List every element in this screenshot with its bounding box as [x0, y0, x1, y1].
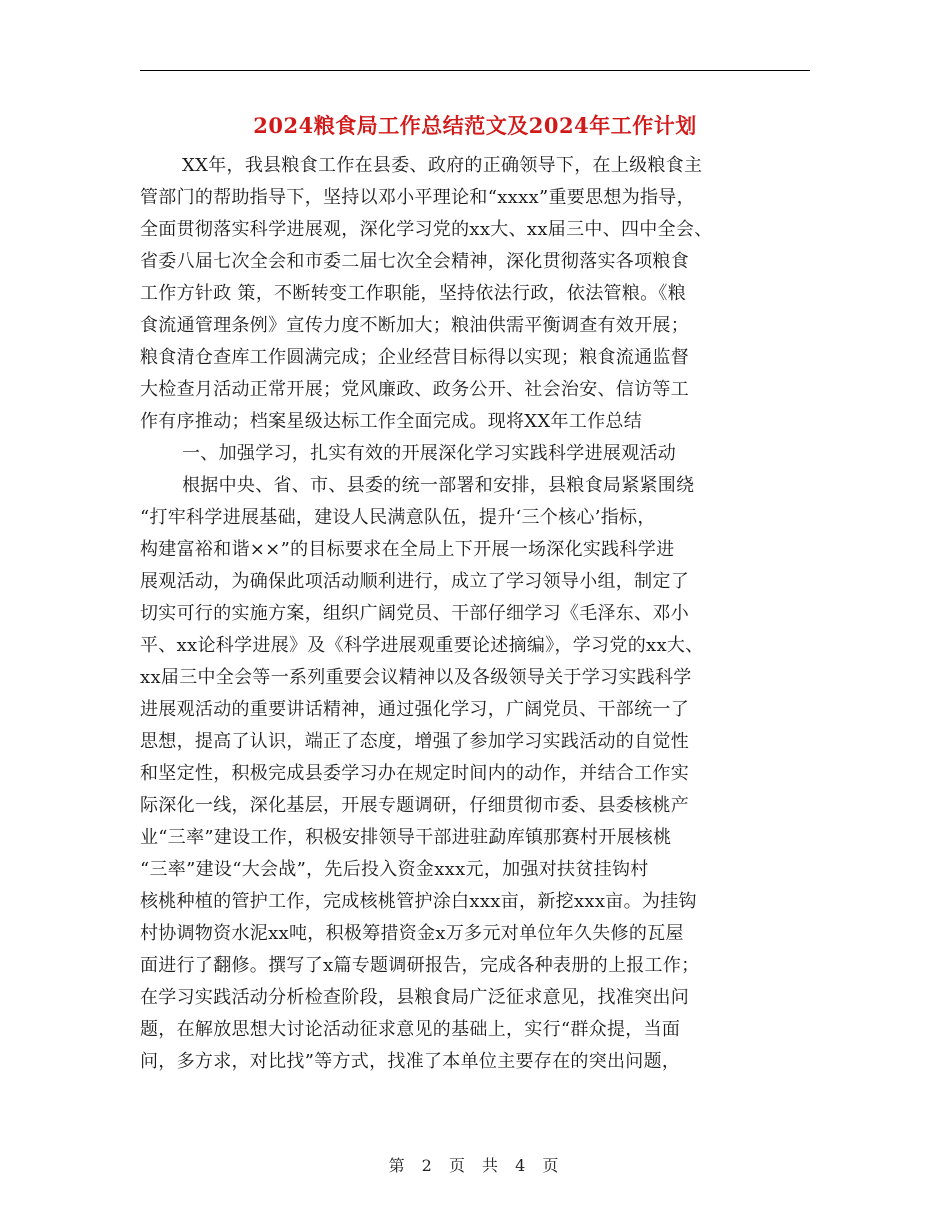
paragraph-line: 在学习实践活动分析检查阶段，县粮食局广泛征求意见，找准突出问 [140, 987, 689, 1008]
paragraph-line: 核桃种植的管护工作，完成核桃管护涂白xxx亩，新挖xxx亩。为挂钩 [140, 891, 697, 912]
paragraph-line: 题，在解放思想大讨论活动征求意见的基础上，实行“群众提，当面 [140, 1019, 681, 1040]
paragraph-line: “三率”建设“大会战”，先后投入资金xxx元，加强对扶贫挂钩村 [140, 859, 649, 880]
paragraph-line: 大检查月活动正常开展；党风廉政、政务公开、社会治安、信访等工 [140, 379, 689, 400]
paragraph-line: 村协调物资水泥xx吨，积极筹措资金x万多元对单位年久失修的瓦屋 [140, 923, 684, 944]
paragraph-line: 作有序推动；档案星级达标工作全面完成。现将XX年工作总结 [140, 411, 643, 432]
paragraph-line: 思想，提高了认识，端正了态度，增强了参加学习实践活动的自觉性 [140, 731, 689, 752]
document-body [140, 150, 820, 1078]
paragraph-line: 业“三率”建设工作，积极安排领导干部进驻勐库镇那赛村开展核桃 [140, 827, 672, 848]
paragraph-line: 根据中央、省、市、县委的统一部署和安排，县粮食局紧紧围绕 [182, 475, 695, 496]
paragraph-line: 工作方针政 策，不断转变工作职能，坚持依法行政，依法管粮。《粮 [140, 283, 687, 304]
section-heading: 一、加强学习，扎实有效的开展深化学习实践科学进展观活动 [182, 443, 677, 464]
paragraph-line: 粮食清仓查库工作圆满完成；企业经营目标得以实现；粮食流通监督 [140, 347, 689, 368]
paragraph-line: 切实可行的实施方案，组织广阔党员、干部仔细学习《毛泽东、邓小 [140, 603, 689, 624]
page-number-footer: 第 2 页 共 4 页 [388, 1156, 562, 1175]
paragraph-line: 管部门的帮助指导下，坚持以邓小平理论和“xxxx”重要思想为指导， [140, 187, 695, 208]
paragraph-line: 进展观活动的重要讲话精神，通过强化学习，广阔党员、干部统一了 [140, 699, 689, 720]
header-rule [140, 70, 810, 71]
paragraph-line: 食流通管理条例》宣传力度不断加大；粮油供需平衡调查有效开展； [140, 315, 689, 336]
paragraph-line: 和坚定性，积极完成县委学习办在规定时间内的动作，并结合工作实 [140, 763, 689, 784]
document-title: 2024粮食局工作总结范文及2024年工作计划 [253, 113, 697, 138]
paragraph-line: “打牢科学进展基础，建设人民满意队伍，提升‘三个核心’指标， [140, 507, 656, 528]
paragraph-line: 际深化一线，深化基层，开展专题调研，仔细贯彻市委、县委核桃产 [140, 795, 689, 816]
paragraph-line: xx届三中全会等一系列重要会议精神以及各级领导关于学习实践科学 [140, 667, 692, 688]
paragraph-line: 全面贯彻落实科学进展观，深化学习党的xx大、xx届三中、四中全会、 [140, 219, 713, 240]
paragraph-line: 平、xx论科学进展》及《科学进展观重要论述摘编》，学习党的xx大、 [140, 635, 704, 656]
paragraph-line: XX年，我县粮食工作在县委、政府的正确领导下，在上级粮食主 [182, 155, 703, 176]
paragraph-line: 面进行了翻修。撰写了x篇专题调研报告，完成各种表册的上报工作； [140, 955, 700, 976]
paragraph-line: 问，多方求，对比找”等方式，找准了本单位主要存在的突出问题， [140, 1051, 681, 1072]
paragraph-line: 构建富裕和谐××”的目标要求在全局上下开展一场深化实践科学进 [140, 539, 675, 560]
paragraph-line: 省委八届七次全会和市委二届七次全会精神，深化贯彻落实各项粮食 [140, 251, 689, 272]
paragraph-line: 展观活动，为确保此项活动顺利进行，成立了学习领导小组，制定了 [140, 571, 689, 592]
